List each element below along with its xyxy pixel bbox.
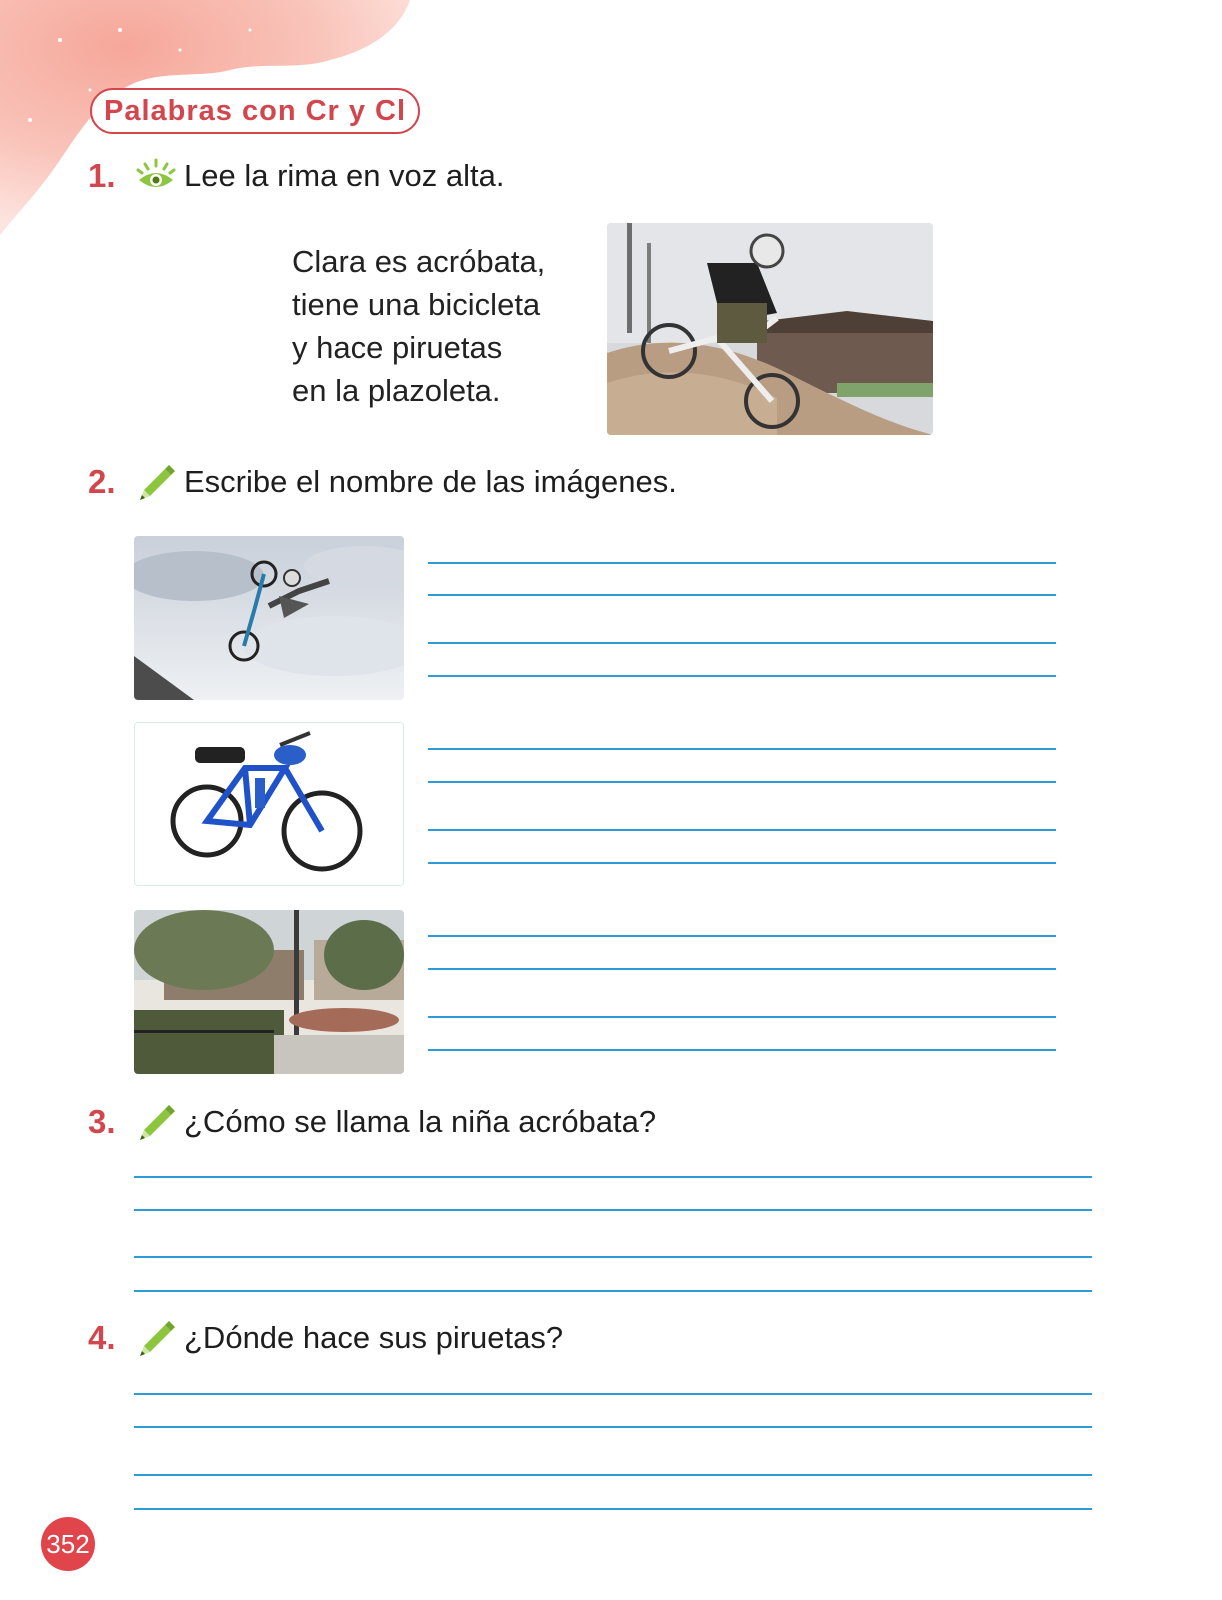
writing-line[interactable] (134, 1393, 1092, 1395)
question-text: ¿Cómo se llama la niña acróbata? (184, 1104, 657, 1139)
writing-line[interactable] (134, 1209, 1092, 1211)
rhyme-line: tiene una bicicleta (292, 287, 541, 322)
writing-line[interactable] (134, 1256, 1092, 1258)
writing-line[interactable] (428, 1016, 1056, 1018)
writing-line[interactable] (134, 1508, 1092, 1510)
question-2 (88, 462, 677, 502)
writing-line[interactable] (134, 1426, 1092, 1428)
rhyme-line: Clara es acróbata, (292, 244, 546, 279)
writing-line[interactable] (134, 1474, 1092, 1476)
bicycle-photo (134, 722, 404, 886)
writing-line[interactable] (428, 829, 1056, 831)
page-number-text: 352 (46, 1528, 90, 1559)
rhyme-line: en la plazoleta. (292, 373, 501, 408)
pencil-icon (136, 462, 176, 502)
question-text: ¿Dónde hace sus piruetas? (184, 1320, 564, 1355)
plaza-photo (134, 910, 404, 1074)
eye-icon (136, 156, 176, 196)
writing-line[interactable] (428, 781, 1056, 783)
question-3 (88, 1102, 656, 1142)
rhyme (292, 240, 545, 412)
question-number: 2. (88, 463, 116, 500)
writing-line[interactable] (428, 1049, 1056, 1051)
section-title-text: Palabras con Cr y Cl (104, 94, 407, 127)
pencil-icon (136, 1318, 176, 1358)
pencil-icon (136, 1102, 176, 1142)
writing-line[interactable] (134, 1290, 1092, 1292)
writing-line[interactable] (428, 675, 1056, 677)
writing-line[interactable] (428, 594, 1056, 596)
page-number (41, 1517, 95, 1571)
question-4 (88, 1318, 563, 1358)
question-text: Lee la rima en voz alta. (184, 158, 505, 193)
writing-line[interactable] (134, 1176, 1092, 1178)
question-text: Escribe el nombre de las imágenes. (184, 464, 677, 499)
writing-line[interactable] (428, 642, 1056, 644)
question-number: 1. (88, 157, 116, 194)
rhyme-line: y hace piruetas (292, 330, 503, 365)
section-title (90, 88, 420, 134)
question-number: 3. (88, 1103, 116, 1140)
bmx-jump-photo (134, 536, 404, 700)
writing-line[interactable] (428, 562, 1056, 564)
question-1 (88, 156, 505, 196)
writing-line[interactable] (428, 862, 1056, 864)
writing-line[interactable] (428, 968, 1056, 970)
question-number: 4. (88, 1319, 116, 1356)
girl-bmx-photo (607, 223, 933, 435)
writing-line[interactable] (428, 935, 1056, 937)
writing-line[interactable] (428, 748, 1056, 750)
